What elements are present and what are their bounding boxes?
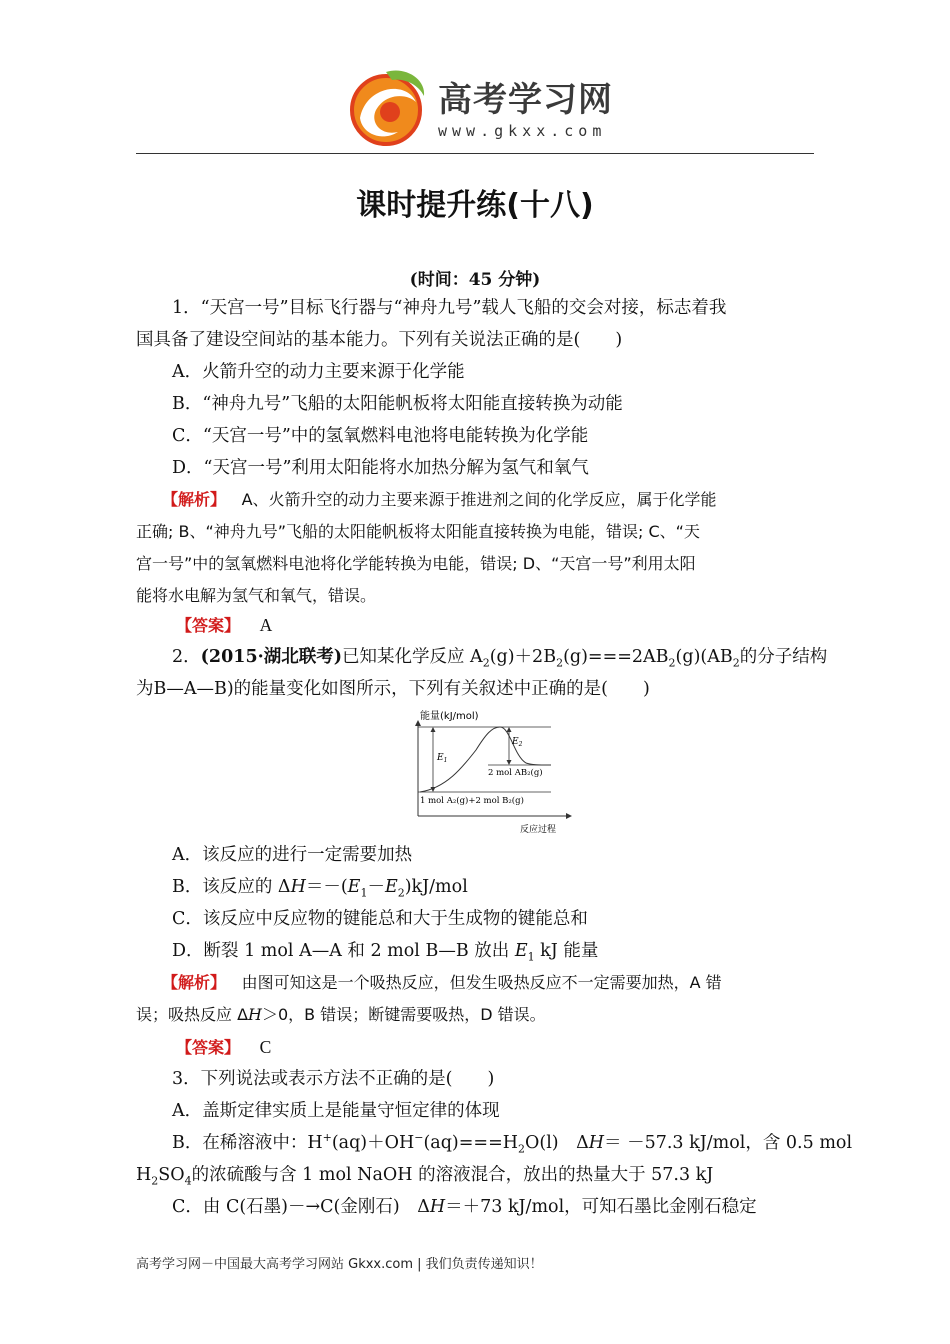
q2-stem-a: 已知某化学反应 A (342, 647, 483, 667)
q2-optd-sub: 1 (527, 950, 535, 964)
energy-axis-label: 能量(kJ/mol) (420, 711, 479, 722)
q1-analysis-text1: A、火箭升空的动力主要来源于推进剂之间的化学反应，属于化学能 (241, 490, 717, 509)
e1-arrow-icon (431, 727, 436, 732)
q3-optb-text: SO (158, 1165, 185, 1185)
q1-answer-tag: 【答案】 (176, 616, 241, 635)
time-note: (时间：45 分钟) (409, 270, 541, 290)
reaction-axis-label: 反应过程 (520, 825, 557, 835)
q1-analysis-line3: 宫一号”中的氢氧燃料电池将化学能转换为电能，错误; D、“天宫一号”利用太阳 (136, 554, 696, 573)
q2-optb-sub: 2 (397, 886, 405, 900)
q3-optb-text: (aq)===H (423, 1133, 519, 1153)
energy-diagram (406, 708, 574, 836)
q3-optb-sup: + (322, 1131, 332, 1145)
q2-analysis-text2: ＞0，B 错误；断键需要吸热，D 错误。 (262, 1005, 546, 1024)
q1-option-d: D．“天宫一号”利用太阳能将水加热分解为氢气和氧气 (172, 458, 589, 478)
q2-analysis-tag: 【解析】 (162, 973, 227, 992)
q2-optb-text: B．该反应的 Δ (172, 877, 291, 897)
header-divider (136, 153, 814, 154)
q1-analysis-line4: 能将水电解为氢气和氧气，错误。 (136, 586, 377, 605)
q3-optb-sub: 4 (184, 1174, 192, 1188)
q1-answer-line (176, 614, 272, 637)
q2-optb-e: E (347, 877, 361, 897)
q2-sub: 2 (556, 656, 564, 670)
q2-stem-e: 的分子结构 (739, 647, 828, 667)
q1-option-b: B．“神舟九号”飞船的太阳能帆板将太阳能直接转换为动能 (172, 394, 623, 414)
page-title: 课时提升练(十八) (356, 188, 594, 223)
e2-label: $E_2$ (512, 737, 523, 748)
q2-answer-line (176, 1036, 271, 1059)
q2-optb-sub: 1 (360, 886, 368, 900)
q2-answer: C (259, 1037, 272, 1057)
q1-option-a: A．火箭升空的动力主要来源于化学能 (172, 362, 465, 382)
q3-optb-text: (aq)＋OH (331, 1133, 415, 1153)
q2-analysis-text2: 误；吸热反应 Δ (136, 1005, 249, 1024)
q1-answer: A (259, 615, 273, 635)
q3-option-b-line2 (136, 1164, 713, 1186)
q3-optc-h: H (429, 1197, 446, 1217)
q2-sub: 2 (732, 656, 740, 670)
q1-analysis-line2: 正确; B、“神舟九号”飞船的太阳能帆板将太阳能直接转换为电能，错误; C、“天 (136, 522, 700, 541)
logo-swirl-icon (346, 66, 430, 150)
q1-option-c: C．“天宫一号”中的氢氧燃料电池将电能转换为化学能 (172, 426, 589, 446)
q2-analysis-line1 (162, 972, 722, 994)
q3-option-c (172, 1196, 757, 1218)
q2-stem-c: (g)===2AB (563, 647, 669, 667)
q2-stem-line1 (172, 646, 827, 668)
e2-arrow-icon (507, 727, 512, 732)
logo-title: 高考学习网 (438, 80, 613, 120)
q2-optb-h: H (290, 877, 306, 897)
q2-number: 2． (172, 647, 201, 667)
q3-optb-text: ＝ －57.3 kJ/mol，含 0.5 mol (604, 1133, 853, 1153)
q2-optb-text: ＝－( (305, 877, 348, 897)
e2-arrow-icon (507, 760, 512, 765)
q2-optb-text: )kJ/mol (404, 877, 468, 897)
q3-optb-sub: 2 (518, 1142, 526, 1156)
q3-optb-h: H (588, 1133, 605, 1153)
q3-stem: 3．下列说法或表示方法不正确的是( ) (172, 1069, 495, 1089)
q3-optc-text: ＝＋73 kJ/mol，可知石墨比金刚石稳定 (445, 1197, 757, 1217)
q3-optc-text: C．由 C(石墨)－→C(金刚石) Δ (172, 1197, 430, 1217)
q2-analysis-h: H (248, 1005, 262, 1024)
q2-optb-text: － (367, 877, 385, 897)
site-logo[interactable] (346, 66, 626, 150)
q3-optb-sup: − (414, 1131, 424, 1145)
q2-sub: 2 (482, 656, 490, 670)
q3-optb-text: O(l) Δ (525, 1133, 589, 1153)
q1-stem-line2: 国具备了建设空间站的基本能力。下列有关说法正确的是( ) (136, 330, 623, 350)
q2-optb-e: E (384, 877, 398, 897)
e1-label: $E_1$ (437, 753, 448, 764)
q2-stem-b: (g)＋2B (489, 647, 557, 667)
q2-optd-e: E (514, 941, 528, 961)
q3-option-a: A．盖斯定律实质上是能量守恒定律的体现 (172, 1101, 500, 1121)
q2-option-c: C．该反应中反应物的键能总和大于生成物的键能总和 (172, 909, 588, 929)
q2-option-b (172, 876, 468, 898)
q2-stem-d: (g)(AB (675, 647, 733, 667)
q3-option-b-line1 (172, 1132, 852, 1154)
q1-stem-line1: 1．“天宫一号”目标飞行器与“神舟九号”载人飞船的交会对接，标志着我 (172, 298, 727, 318)
q2-source: (2015·湖北联考) (200, 647, 342, 667)
product-label: 2 mol AB₂(g) (488, 768, 543, 778)
q2-optd-text: D．断裂 1 mol A—A 和 2 mol B—B 放出 (172, 941, 515, 961)
x-axis-arrow-icon (566, 813, 572, 819)
q2-answer-tag: 【答案】 (176, 1038, 241, 1057)
q2-optd-text: kJ 能量 (534, 941, 599, 961)
q1-analysis-tag: 【解析】 (162, 490, 227, 509)
q2-analysis-line2 (136, 1004, 546, 1026)
q3-optb-sub: 2 (151, 1174, 159, 1188)
reactant-label: 1 mol A₂(g)+2 mol B₂(g) (420, 796, 524, 806)
q3-optb-text: H (136, 1165, 152, 1185)
q2-sub: 2 (668, 656, 676, 670)
q3-optb-text: B．在稀溶液中：H (172, 1133, 323, 1153)
q2-option-a: A．该反应的进行一定需要加热 (172, 845, 413, 865)
q1-analysis-line1 (162, 489, 717, 511)
q2-analysis-text1: 由图可知这是一个吸热反应，但发生吸热反应不一定需要加热，A 错 (241, 973, 722, 992)
q2-stem-line2: 为B—A—B)的能量变化如图所示，下列有关叙述中正确的是( ) (136, 679, 650, 699)
q3-optb-text: 的浓硫酸与含 1 mol NaOH 的溶液混合，放出的热量大于 57.3 kJ (191, 1165, 714, 1185)
q2-option-d (172, 940, 598, 962)
logo-url: www.gkxx.com (438, 122, 607, 140)
page-footer: 高考学习网－中国最大高考学习网站 Gkxx.com | 我们负责传递知识！ (136, 1257, 543, 1272)
